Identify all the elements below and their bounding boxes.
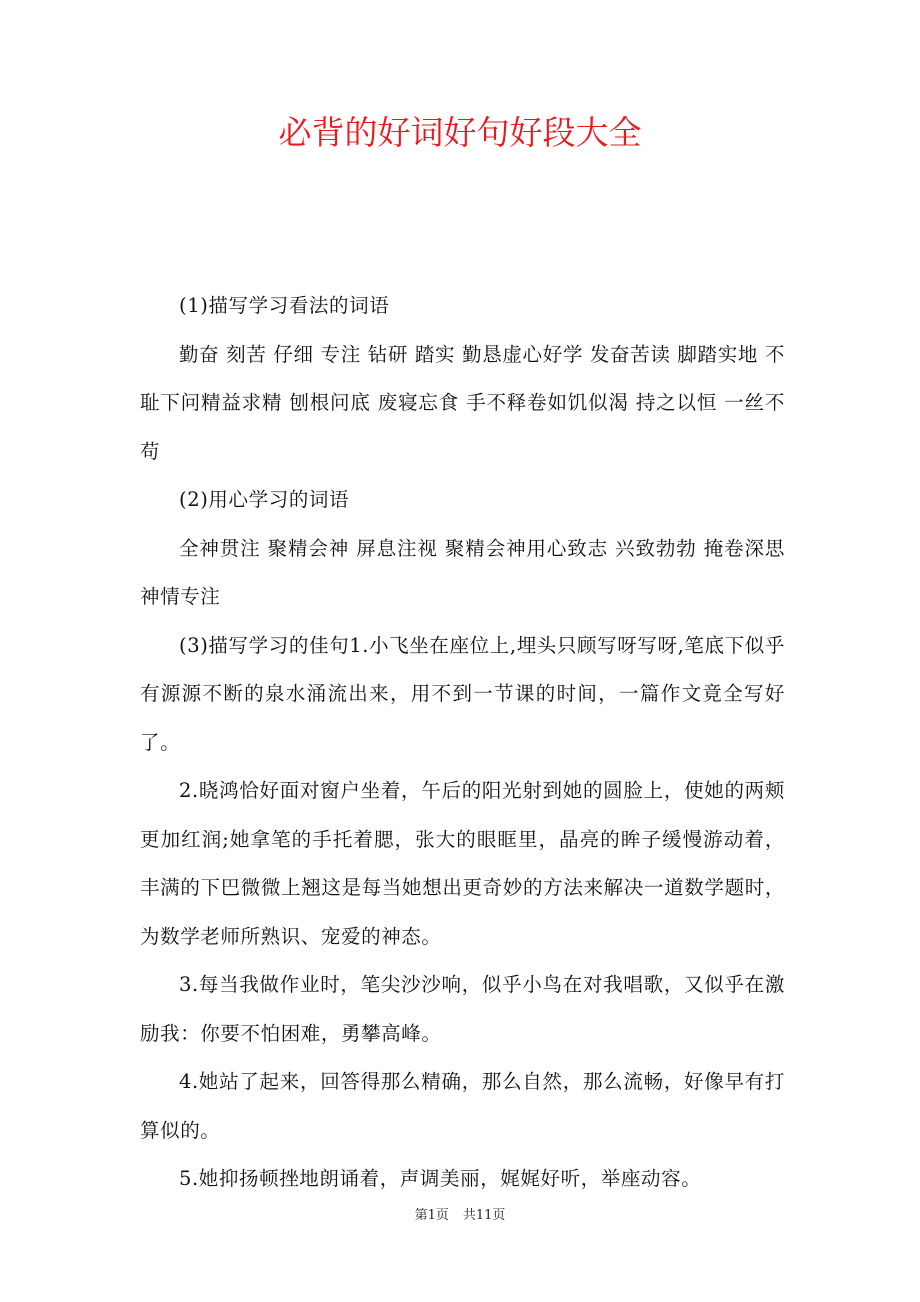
document-body [140, 282, 785, 1204]
document-title: 必背的好词好句好段大全 [278, 113, 642, 152]
page-footer [0, 1206, 920, 1226]
paragraph-heading-2: (2)用心学习的词语 [179, 488, 350, 511]
paragraph-sentence-2: 2.晓鸿恰好面对窗户坐着，午后的阳光射到她的圆脸上，使她的两颊更加红润;她拿笔的手托着腮，张大的眼眶里，晶亮的眸子缓慢游动着，丰满的下巴微微上翘这是每当她想出更奇妙的方法来解决一道数学题时，为数学老师所熟识、宠爱的神态。 [140, 779, 785, 948]
paragraph-heading-1: (1)描写学习看法的词语 [179, 294, 390, 317]
page-number: 第1页 [414, 1208, 449, 1223]
paragraph-sentence-3: 3.每当我做作业时，笔尖沙沙响，似乎小鸟在对我唱歌，又似乎在激励我：你要不怕困难，勇攀高峰。 [140, 973, 785, 1045]
paragraph-word-list-2: 全神贯注 聚精会神 屏息注视 聚精会神用心致志 兴致勃勃 掩卷深思 神情专注 [140, 536, 785, 608]
page-total: 共11页 [462, 1208, 506, 1223]
paragraph-word-list-1: 勤奋 刻苦 仔细 专注 钻研 踏实 勤恳虚心好学 发奋苦读 脚踏实地 不耻下问精益求精 刨根问底 废寝忘食 手不释卷如饥似渴 持之以恒 一丝不苟 [140, 342, 785, 463]
paragraph-sentence-5: 5.她抑扬顿挫地朗诵着，声调美丽，娓娓好听，举座动容。 [179, 1167, 702, 1190]
paragraph-sentence-4: 4.她站了起来，回答得那么精确，那么自然，那么流畅，好像早有打算似的。 [140, 1070, 785, 1142]
paragraph-sentence-1: (3)描写学习的佳句1.小飞坐在座位上,埋头只顾写呀写呀,笔底下似乎有源源不断的泉水涌流出来，用不到一节课的时间，一篇作文竟全写好了。 [140, 633, 785, 754]
